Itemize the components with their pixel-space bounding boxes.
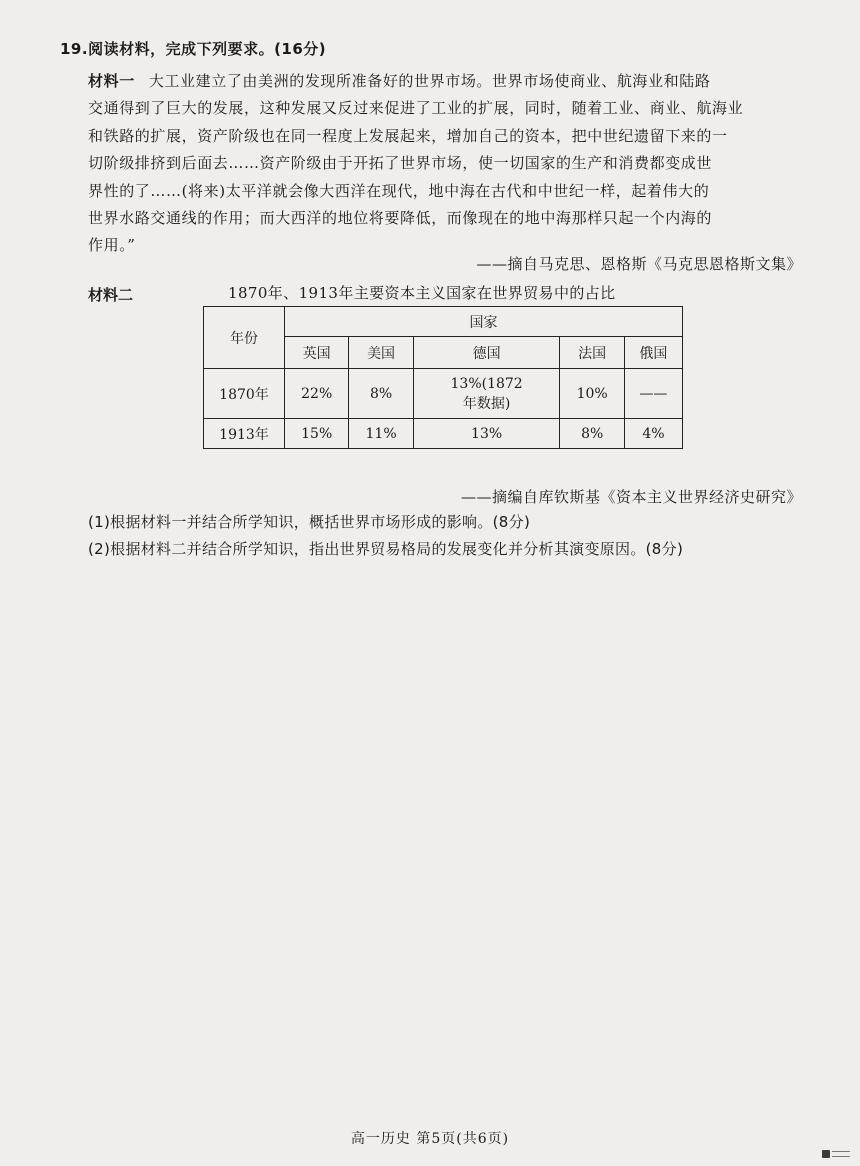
country-header: 俄国: [624, 337, 682, 369]
material-one-line: 切阶级排挤到后面去……资产阶级由于开拓了世界市场，使一切国家的生产和消费都变成世: [88, 154, 713, 173]
page-footer: 高一历史 第5页(共6页): [350, 1131, 510, 1147]
material-one-line: 界性的了……(将来)太平洋就会像大西洋在现代，地中海在古代和中世纪一样，起着伟大的: [88, 181, 710, 200]
sub-question-2: (2)根据材料二并结合所学知识，指出世界贸易格局的发展变化并分析其演变原因。(8分): [88, 540, 684, 558]
material-one-text: 大工业建立了由美洲的发现所准备好的世界市场。世界市场使商业、航海业和陆路: [148, 72, 711, 90]
material-one-line: 作用。”: [88, 236, 136, 255]
share-cell: 10%: [560, 369, 624, 419]
question-title: 19.阅读材料，完成下列要求。(16分): [60, 40, 327, 58]
year-header: 年份: [204, 307, 285, 369]
table-row: [204, 419, 683, 449]
material-two-source: ——摘编自库钦斯基《资本主义世界经济史研究》: [460, 488, 802, 506]
share-cell: 4%: [624, 419, 682, 449]
share-cell: 13%(1872 年数据): [413, 369, 560, 419]
share-cell: 11%: [349, 419, 413, 449]
scanner-logo-icon: [822, 1148, 852, 1160]
country-header: 法国: [560, 337, 624, 369]
trade-share-table: [203, 306, 683, 449]
year-cell: 1870年: [204, 369, 285, 419]
share-cell: 8%: [560, 419, 624, 449]
share-cell: ——: [624, 369, 682, 419]
material-one-line: 交通得到了巨大的发展，这种发展又反过来促进了工业的扩展，同时，随着工业、商业、航海业: [88, 99, 744, 118]
share-cell: 15%: [285, 419, 349, 449]
share-cell: 13%: [413, 419, 560, 449]
year-cell: 1913年: [204, 419, 285, 449]
material-one-source: ——摘自马克思、恩格斯《马克思恩格斯文集》: [476, 255, 802, 273]
country-group-header: 国家: [285, 307, 683, 337]
table-caption: 1870年、1913年主要资本主义国家在世界贸易中的占比: [228, 284, 616, 302]
country-header: 德国: [413, 337, 560, 369]
share-cell: 8%: [349, 369, 413, 419]
sub-question-1: (1)根据材料一并结合所学知识，概括世界市场形成的影响。(8分): [88, 513, 531, 531]
share-cell: 22%: [285, 369, 349, 419]
country-header: 美国: [349, 337, 413, 369]
material-two-label: 材料二: [88, 286, 134, 304]
table-row: [204, 369, 683, 419]
material-one: [88, 68, 800, 260]
material-one-line: 和铁路的扩展，资产阶级也在同一程度上发展起来，增加自己的资本，把中世纪遗留下来的一: [88, 126, 728, 145]
material-one-line: 世界水路交通线的作用；而大西洋的地位将要降低，而像现在的地中海那样只起一个内海的: [88, 209, 713, 228]
country-header: 英国: [285, 337, 349, 369]
material-one-line: [88, 68, 800, 95]
material-one-label: 材料一: [88, 72, 135, 90]
